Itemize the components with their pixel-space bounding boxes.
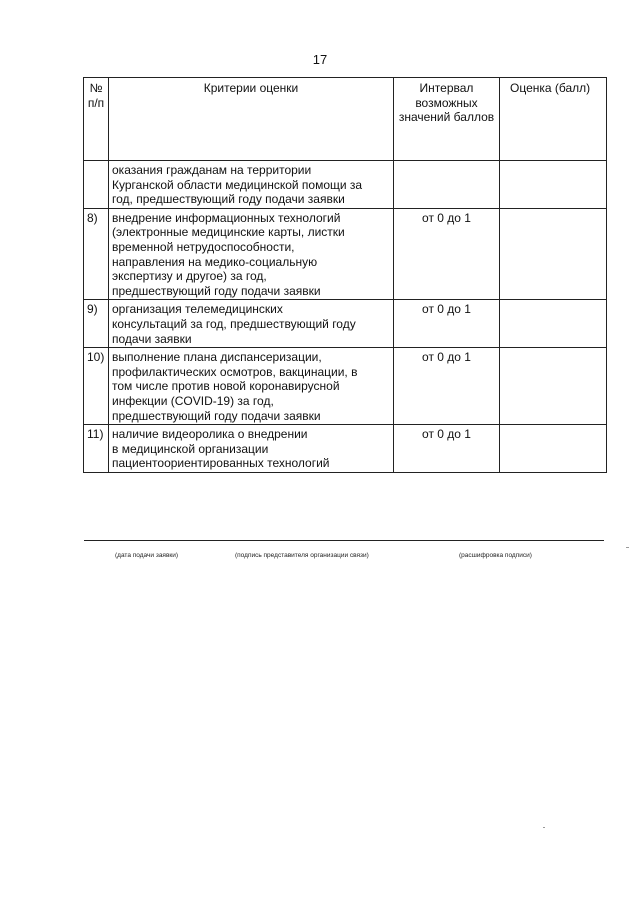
criterion-line: Курганской области медицинской помощи за [112,177,363,192]
criterion-line: консультаций за год, предшествующий году [112,316,356,331]
table-row [84,425,607,473]
criterion-line: профилактических осмотров, вакцинации, в [112,364,358,379]
score-cell [500,161,607,209]
row-number: 8) [84,208,109,300]
signature-caption: (подпись представителя организации связи) [235,552,369,559]
header-criteria: Критерии оценки [109,78,394,161]
header-score: Оценка (балл) [500,78,607,161]
criterion-cell [109,348,394,425]
criterion-line: организация телемедицинских [112,302,283,317]
interval-cell: от 0 до 1 [394,425,500,473]
interval-cell: от 0 до 1 [394,300,500,348]
criterion-cell [109,161,394,209]
header-number-line: п/п [87,95,105,110]
criterion-line: предшествующий году подачи заявки [112,408,321,423]
interval-cell: от 0 до 1 [394,348,500,425]
criterion-line: подачи заявки [112,331,192,346]
interval-cell [394,161,500,209]
score-cell [500,208,607,300]
decoding-caption: (расшифровка подписи) [459,552,532,559]
criterion-line: в медицинской организации [112,441,269,456]
date-caption: (дата подачи заявки) [115,552,179,559]
criterion-line: наличие видеоролика о внедрении [112,427,308,442]
criteria-table [83,77,607,473]
header-interval-line: значений баллов [398,110,495,125]
table-row [84,208,607,300]
signature-line [84,540,604,541]
header-interval-line: возможных [415,95,478,110]
row-number: 9) [84,300,109,348]
criterion-cell [109,208,394,300]
scan-speck [543,827,545,828]
criterion-line: том числе против новой коронавирусной [112,379,340,394]
scan-speck [626,547,629,548]
criterion-line: пациентоориентированных технологий [112,456,330,471]
criterion-cell [109,300,394,348]
criterion-line: направления на медико-социальную [112,254,318,269]
header-interval-line: Интервал [419,81,474,95]
criterion-line: год, предшествующий году подачи заявки [112,192,345,207]
header-number [84,78,109,161]
criterion-line: выполнение плана диспансеризации, [112,350,322,365]
page-number: 17 [312,52,328,67]
score-cell [500,348,607,425]
criterion-line: (электронные медицинские карты, листки [112,225,345,240]
criterion-line: оказания гражданам на территории [112,163,312,177]
interval-cell: от 0 до 1 [394,208,500,300]
table-header-row [84,78,607,161]
table-row [84,348,607,425]
criterion-line: внедрение информационных технологий [112,210,341,225]
score-cell [500,425,607,473]
criterion-line: временной нетрудоспособности, [112,239,295,254]
row-number: 10) [84,348,109,425]
header-interval [394,78,500,161]
criterion-line: экспертизу и другое) за год, [112,269,267,284]
table-row [84,161,607,209]
criterion-cell [109,425,394,473]
row-number [84,161,109,209]
row-number: 11) [84,425,109,473]
header-number-line: № [89,81,103,95]
criterion-line: инфекции (COVID-19) за год, [112,393,274,408]
score-cell [500,300,607,348]
table-row [84,300,607,348]
criterion-line: предшествующий году подачи заявки [112,283,321,298]
